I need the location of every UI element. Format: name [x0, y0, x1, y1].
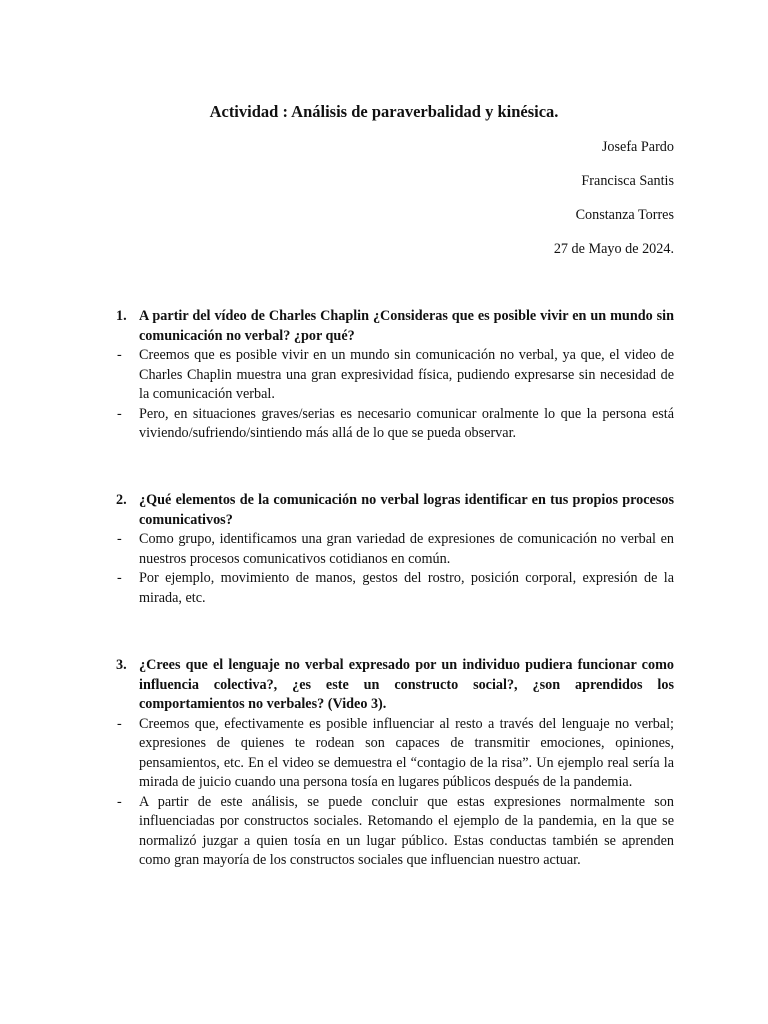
document-title: Actividad : Análisis de paraverbalidad y kinésica.: [209, 102, 559, 121]
answer-item: [116, 793, 674, 871]
question-text: ¿Qué elementos de la comunicación no verbal logras identificar en tus propios procesos comunicativos?: [139, 492, 674, 528]
answer-text: Por ejemplo, movimiento de manos, gestos del rostro, posición corporal, expresión de la mirada, etc.: [139, 570, 674, 606]
author-name: Constanza Torres: [575, 207, 674, 223]
question-block: [116, 656, 674, 871]
bullet-dash: -: [117, 715, 122, 732]
question-heading: [116, 307, 674, 346]
bullet-dash: -: [117, 405, 122, 422]
answer-text: Pero, en situaciones graves/serias es necesario comunicar oralmente lo que la persona está viviendo/sufriendo/sintiendo más allá de lo que se pueda observar.: [139, 405, 674, 441]
question-block: [116, 491, 674, 608]
document-date: 27 de Mayo de 2024.: [553, 241, 674, 257]
answer-item: [116, 346, 674, 405]
author-name: Josefa Pardo: [601, 139, 674, 155]
author-name: Francisca Santis: [581, 173, 674, 189]
question-heading: [116, 656, 674, 715]
question-text: ¿Crees que el lenguaje no verbal expresado por un individuo pudiera funcionar como influencia colectiva?, ¿es este un constructo social?, ¿son aprendidos los comportamientos no verbales? (Video 3).: [139, 657, 674, 712]
answer-item: [116, 405, 674, 444]
bullet-dash: -: [117, 570, 122, 586]
answer-text: Creemos que, efectivamente es posible influenciar al resto a través del lenguaje no verbal; expresiones de quienes te rodean son capaces de transmitir emociones, opiniones, pensamientos, etc. En el video se demuestra el “contagio de la risa”. Un ejemplo real sería la mirada de juicio cuando una persona tosía en lugares públicos después de la pandemia.: [139, 715, 674, 790]
answer-text: Como grupo, identificamos una gran variedad de expresiones de comunicación no verbal en nuestros procesos comunicativos cotidianos en común.: [139, 531, 674, 567]
bullet-dash: -: [117, 531, 122, 547]
question-block: [116, 307, 674, 444]
bullet-dash: -: [117, 347, 122, 363]
question-text: A partir del vídeo de Charles Chaplin ¿Consideras que es posible vivir en un mundo sin comunicación no verbal? ¿por qué?: [139, 308, 674, 344]
question-number: 3.: [116, 657, 127, 673]
answer-item: [116, 530, 674, 569]
question-number: 2.: [116, 492, 127, 508]
answer-item: [116, 715, 674, 793]
question-number: 1.: [116, 308, 127, 324]
answer-text: A partir de este análisis, se puede concluir que estas expresiones normalmente son influenciadas por constructos sociales. Retomando el ejemplo de la pandemia, en la que se normalizó juzgar a quien tosía en un lugar público. Estas conductas también se aprenden como gran mayoría de los constructos sociales que influencian nuestro actuar.: [139, 793, 674, 868]
answer-text: Creemos que es posible vivir en un mundo sin comunicación no verbal, ya que, el video de Charles Chaplin muestra una gran expresividad física, pudiendo expresarse sin necesidad de la comunicación verbal.: [139, 347, 674, 402]
question-heading: [116, 491, 674, 530]
answer-item: [116, 569, 674, 608]
bullet-dash: -: [117, 793, 122, 810]
